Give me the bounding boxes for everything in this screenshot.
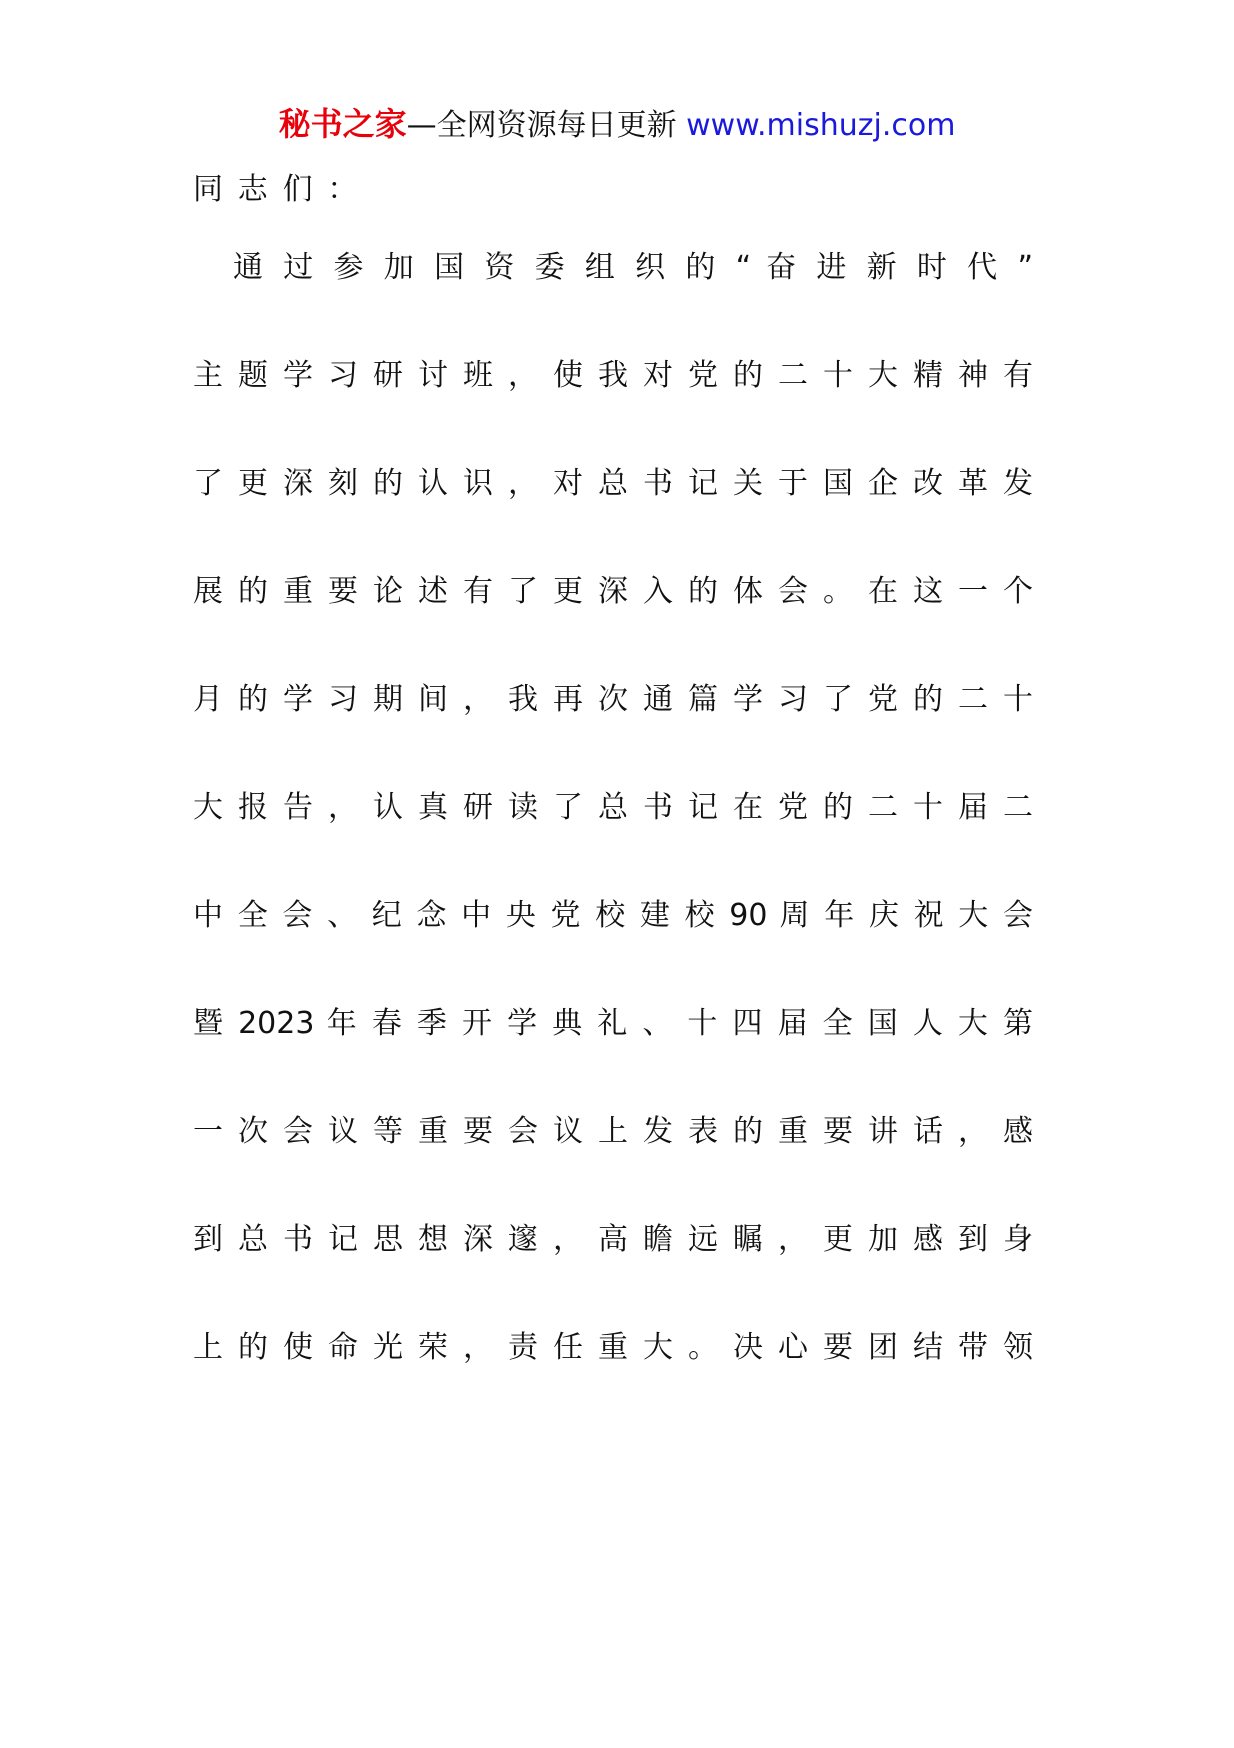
brand-name: 秘书之家: [278, 105, 407, 143]
paragraph-line: 通 过 参 加 国 资 委 组 织 的 “ 奋 进 新 时 代 ”: [233, 250, 1033, 285]
paragraph-line: 上 的 使 命 光 荣 ， 责 任 重 大 。 决 心 要 团 结 带 领: [193, 1330, 1033, 1365]
paragraph-line: 主 题 学 习 研 讨 班 ， 使 我 对 党 的 二 十 大 精 神 有: [193, 358, 1033, 393]
paragraph-line: 中 全 会 、 纪 念 中 央 党 校 建 校 90 周 年 庆 祝 大 会: [193, 898, 1033, 933]
salutation: 同志们：: [193, 172, 373, 207]
site-watermark-header: [0, 104, 1234, 146]
brand-slogan: —全网资源每日更新: [406, 108, 677, 143]
paragraph-line: 一 次 会 议 等 重 要 会 议 上 发 表 的 重 要 讲 话 ， 感: [193, 1114, 1033, 1149]
site-url: www.mishuzj.com: [686, 108, 956, 143]
paragraph-line: 大 报 告 ， 认 真 研 读 了 总 书 记 在 党 的 二 十 届 二: [193, 790, 1033, 825]
paragraph-line: 到 总 书 记 思 想 深 邃 ， 高 瞻 远 瞩 ， 更 加 感 到 身: [193, 1222, 1033, 1257]
paragraph-line: 展 的 重 要 论 述 有 了 更 深 入 的 体 会 。 在 这 一 个: [193, 574, 1033, 609]
paragraph-line: 了 更 深 刻 的 认 识 ， 对 总 书 记 关 于 国 企 改 革 发: [193, 466, 1033, 501]
paragraph-line: 暨 2023 年 春 季 开 学 典 礼 、 十 四 届 全 国 人 大 第: [193, 1006, 1033, 1041]
paragraph-line: 月 的 学 习 期 间 ， 我 再 次 通 篇 学 习 了 党 的 二 十: [193, 682, 1033, 717]
